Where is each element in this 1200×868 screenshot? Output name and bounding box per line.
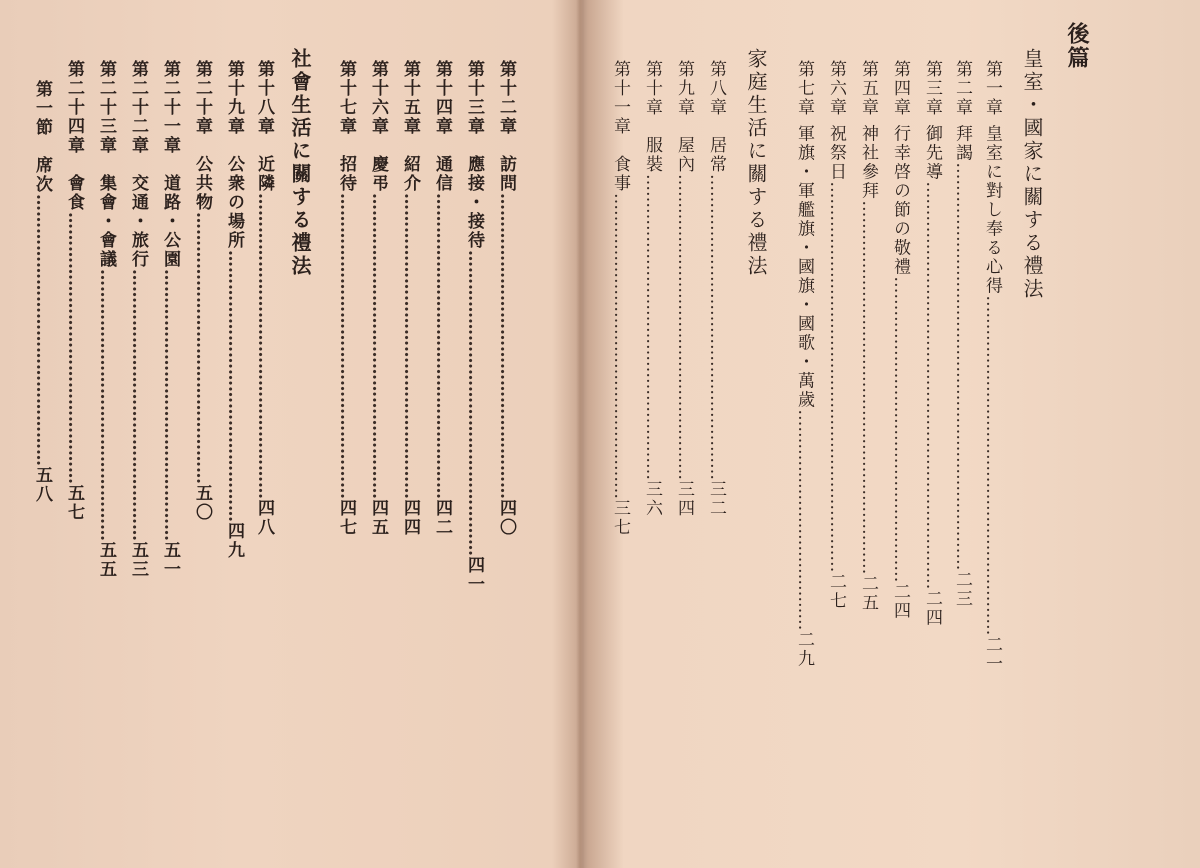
page-number: 二五	[858, 574, 878, 613]
toc-entry	[824, 60, 849, 840]
dot-leader: ………………………………………………	[400, 193, 420, 499]
dot-leader: …………………………………………	[64, 212, 84, 484]
toc-entry	[462, 60, 487, 840]
page-number: 二九	[794, 630, 814, 669]
section-title-home: 家庭生活に關する禮法	[744, 48, 768, 278]
toc-entry	[608, 60, 633, 840]
dot-leader: ………………………………………………	[254, 193, 274, 499]
page-number: 四五	[368, 499, 388, 537]
toc-entry	[888, 60, 913, 840]
chapter-number: 第一章	[982, 60, 1002, 117]
dot-leader: ………………………………………………	[674, 174, 694, 480]
dot-leader: ………………………………………………	[368, 193, 388, 499]
chapter-number: 第十三章	[464, 60, 484, 136]
page-number: 四〇	[496, 499, 516, 537]
page-number: 三七	[610, 499, 630, 537]
page-number: 五〇	[192, 484, 212, 522]
chapter-title: 近隣	[254, 155, 274, 193]
chapter-title: 皇室に對し奉る心得	[982, 124, 1002, 296]
chapter-title: 屋內	[674, 136, 694, 174]
page-number: 五一	[160, 541, 180, 579]
section-title-imperial: 皇室・國家に關する禮法	[1020, 48, 1044, 301]
page-number: 二一	[982, 635, 1002, 674]
toc-entry	[792, 60, 817, 840]
chapter-number: 第二章	[952, 60, 972, 117]
chapter-number: 第六章	[826, 60, 846, 117]
dot-leader: ………………………………………………………………	[922, 181, 942, 590]
chapter-title: 應接・接待	[464, 155, 484, 250]
page-number: 四八	[254, 499, 274, 537]
toc-entry	[334, 60, 359, 840]
section-title-social: 社會生活に關する禮法	[288, 48, 312, 278]
chapter-number: 第十九章	[224, 60, 244, 136]
chapter-title: 居常	[706, 136, 726, 174]
chapter-title: 公衆の場所	[224, 155, 244, 250]
toc-entry	[640, 60, 665, 840]
page-number: 二四	[890, 582, 910, 621]
chapter-number: 第二十四章	[64, 60, 84, 155]
dot-leader: …………………………………………………………	[858, 200, 878, 575]
page-heading: 後篇	[1064, 22, 1090, 70]
page-number: 五八	[32, 466, 52, 504]
chapter-number: 第二十章	[192, 60, 212, 136]
page-number: 三二	[706, 480, 726, 518]
chapter-title: 行幸啓の節の敬禮	[890, 124, 910, 277]
dot-leader: ………………………………………………………………	[952, 162, 972, 571]
chapter-title: 招待	[336, 155, 356, 193]
page-number: 五五	[96, 541, 116, 579]
chapter-number: 第二十一章	[160, 60, 180, 155]
page-number: 四九	[224, 522, 244, 560]
chapter-number: 第一節	[32, 80, 52, 137]
dot-leader: …………………………………	[794, 409, 814, 631]
chapter-title: 席次	[32, 156, 52, 194]
dot-leader: …………………………………………	[160, 269, 180, 541]
chapter-title: 祝祭日	[826, 124, 846, 182]
dot-leader: …………………………………………	[224, 250, 244, 522]
chapter-number: 第十章	[642, 60, 662, 117]
dot-leader: …………………………………………	[96, 269, 116, 541]
dot-leader: ………………………………………………	[706, 174, 726, 480]
chapter-number: 第七章	[794, 60, 814, 117]
toc-entry	[672, 60, 697, 840]
chapter-title: 會食	[64, 174, 84, 212]
page-number: 二四	[922, 589, 942, 628]
toc-entry	[62, 60, 87, 840]
chapter-number: 第八章	[706, 60, 726, 117]
chapter-number: 第九章	[674, 60, 694, 117]
toc-entry	[158, 60, 183, 840]
page-number: 四二	[432, 499, 452, 537]
toc-entry	[366, 60, 391, 840]
page-number: 四四	[400, 499, 420, 537]
chapter-number: 第十二章	[496, 60, 516, 136]
chapter-title: 拜謁	[952, 124, 972, 163]
page-number: 三四	[674, 480, 694, 518]
toc-entry	[398, 60, 423, 840]
toc-entry	[94, 60, 119, 840]
chapter-number: 第四章	[890, 60, 910, 117]
toc-entry	[252, 60, 277, 840]
chapter-title: 食事	[610, 155, 630, 193]
chapter-title: 慶弔	[368, 155, 388, 193]
page-number: 四一	[464, 556, 484, 594]
dot-leader: ………………………………………………	[610, 193, 630, 499]
chapter-number: 第二十三章	[96, 60, 116, 155]
chapter-title: 通信	[432, 155, 452, 193]
toc-entry	[980, 60, 1005, 840]
dot-leader: ………………………………………………	[496, 193, 516, 499]
chapter-number: 第十一章	[610, 60, 630, 136]
chapter-title: 軍旗・軍艦旗・國旗・國歌・萬歲	[794, 124, 814, 410]
toc-entry	[190, 60, 215, 840]
dot-leader: …………………………………………	[32, 194, 52, 466]
toc-entry	[950, 60, 975, 840]
page-number: 三六	[642, 480, 662, 518]
dot-leader: ……………………………………………………………	[826, 181, 846, 573]
page-number: 五七	[64, 484, 84, 522]
toc-entry	[30, 80, 55, 840]
chapter-title: 集會・會議	[96, 174, 116, 269]
dot-leader: ………………………………………………	[890, 276, 910, 583]
chapter-number: 第二十二章	[128, 60, 148, 155]
chapter-title: 御先導	[922, 124, 942, 182]
chapter-title: 服裝	[642, 136, 662, 174]
chapter-title: 神社參拜	[858, 124, 878, 201]
dot-leader: ……………………………………………………	[982, 295, 1002, 636]
toc-entry	[222, 60, 247, 840]
chapter-title: 訪問	[496, 155, 516, 193]
book-spine	[576, 0, 584, 868]
toc-entry	[430, 60, 455, 840]
chapter-number: 第十五章	[400, 60, 420, 136]
toc-entry	[856, 60, 881, 840]
page-number: 二七	[826, 572, 846, 611]
chapter-number: 第三章	[922, 60, 942, 117]
dot-leader: ………………………………………………	[642, 174, 662, 480]
chapter-title: 公共物	[192, 155, 212, 212]
toc-entry	[126, 60, 151, 840]
toc-entry	[920, 60, 945, 840]
page-number: 二三	[952, 570, 972, 609]
dot-leader: ………………………………………………	[336, 193, 356, 499]
dot-leader: …………………………………………	[128, 269, 148, 541]
chapter-title: 交通・旅行	[128, 174, 148, 269]
chapter-number: 第五章	[858, 60, 878, 117]
chapter-title: 紹介	[400, 155, 420, 193]
chapter-number: 第十六章	[368, 60, 388, 136]
chapter-number: 第十八章	[254, 60, 274, 136]
page-number: 四七	[336, 499, 356, 537]
toc-entry	[494, 60, 519, 840]
dot-leader: …………………………………………	[192, 212, 212, 484]
chapter-title: 道路・公園	[160, 174, 180, 269]
chapter-number: 第十四章	[432, 60, 452, 136]
chapter-number: 第十七章	[336, 60, 356, 136]
page-number: 五三	[128, 541, 148, 579]
toc-entry	[704, 60, 729, 840]
dot-leader: ………………………………………………	[432, 193, 452, 499]
dot-leader: ………………………………………………	[464, 250, 484, 556]
